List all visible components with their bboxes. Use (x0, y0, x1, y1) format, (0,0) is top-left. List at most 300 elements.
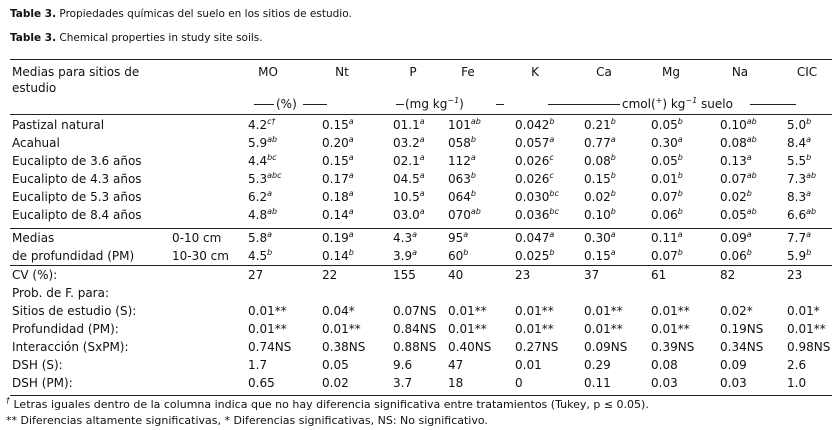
stat-cell: 40 (448, 268, 464, 282)
cell-significance-letter: b (746, 189, 752, 198)
table-cell (322, 154, 354, 168)
cell-value: 070 (448, 208, 471, 222)
stat-cell: 0.01** (651, 304, 690, 318)
table-cell (448, 172, 476, 186)
cell-value: 0.21 (584, 118, 611, 132)
table-cell (448, 118, 481, 132)
cell-value: 5.9 (787, 249, 807, 263)
column-header-nt: Nt (335, 65, 349, 79)
table-cell (720, 231, 752, 245)
cell-significance-letter: b (610, 189, 616, 198)
cell-significance-letter: ab (806, 171, 817, 180)
cell-value: 0.08 (584, 154, 611, 168)
cell-value: 6.6 (787, 208, 807, 222)
cell-significance-letter: b (677, 171, 683, 180)
cell-value: 0.11 (651, 231, 678, 245)
row-label-site: Acahual (12, 136, 60, 150)
table-cell (584, 136, 616, 150)
cell-value: 112 (448, 154, 471, 168)
cell-value: 058 (448, 136, 471, 150)
cell-value: 5.0 (787, 118, 807, 132)
stat-cell: 1.0 (787, 376, 807, 390)
cell-value: 0.15 (322, 154, 349, 168)
stat-cell: 0.01** (515, 304, 554, 318)
cell-value: 0.17 (322, 172, 349, 186)
unit-pct: (%) (276, 97, 297, 111)
table-cell (515, 231, 554, 245)
stat-cell: 0.02 (322, 376, 349, 390)
table-cell (584, 231, 616, 245)
cell-significance-letter: b (610, 153, 616, 162)
stat-cell: 0.03 (720, 376, 747, 390)
cell-value: 8.3 (787, 190, 807, 204)
row-label-stat: Sitios de estudio (S): (12, 304, 137, 318)
cell-value: 0.13 (720, 154, 747, 168)
unit-mgkg-dash-left (396, 104, 404, 105)
cell-significance-letter: a (806, 135, 811, 144)
cell-significance-letter: b (267, 248, 273, 257)
sites-bottom-rule (10, 228, 832, 229)
cell-value: 4.4 (248, 154, 268, 168)
table-cell (248, 136, 277, 150)
table-cell (448, 208, 481, 222)
table-cell (584, 249, 616, 263)
cell-significance-letter: a (412, 248, 417, 257)
table-cell (720, 208, 757, 222)
row-label-stat: Profundidad (PM): (12, 322, 119, 336)
unit-cmol: cmol(+) $kg^{-1}$ suelo (622, 96, 733, 111)
stat-cell: 0.09NS (584, 340, 628, 354)
stat-cell: 23 (515, 268, 531, 282)
table-cell (393, 118, 425, 132)
cell-significance-letter: b (677, 207, 683, 216)
table-cell (584, 118, 616, 132)
cell-value: 0.07 (720, 172, 747, 186)
row-label-stat: Interacción (SxPM): (12, 340, 129, 354)
depth-bottom-rule (10, 265, 832, 266)
cell-value: 6.2 (248, 190, 268, 204)
cell-value: 0.07 (651, 249, 678, 263)
stat-cell: 22 (322, 268, 338, 282)
table-cell (584, 154, 616, 168)
caption-english-text: Chemical properties in study site soils. (56, 32, 263, 44)
cell-significance-letter: b (470, 171, 476, 180)
cell-significance-letter: a (348, 171, 354, 180)
stat-cell: 0.09 (720, 358, 747, 372)
table-cell (515, 190, 559, 204)
cell-value: 0.047 (515, 231, 550, 245)
stat-cell: 0.03 (651, 376, 678, 390)
stat-cell: 0.05 (322, 358, 349, 372)
column-header-mg: Mg (662, 65, 680, 79)
table-cell (248, 118, 276, 132)
cell-value: 5.5 (787, 154, 807, 168)
stat-cell: 0 (515, 376, 523, 390)
cell-significance-letter: a (806, 230, 811, 239)
table-cell (787, 154, 811, 168)
cell-value: 0.30 (651, 136, 678, 150)
table-cell (515, 136, 554, 150)
cell-significance-letter: b (677, 189, 683, 198)
cell-significance-letter: b (806, 153, 812, 162)
stat-cell: 0.01** (584, 322, 623, 336)
stat-cell: 0.40NS (448, 340, 492, 354)
cell-value: 04.5 (393, 172, 420, 186)
table-cell (448, 249, 468, 263)
cell-significance-letter: a (746, 230, 752, 239)
table-cell (248, 231, 272, 245)
cell-significance-letter: a (348, 117, 354, 126)
cell-significance-letter: a (419, 207, 425, 216)
table-cell (515, 154, 554, 168)
cell-value: 0.14 (322, 249, 349, 263)
table-cell (515, 118, 554, 132)
cell-value: 0.15 (322, 118, 349, 132)
cell-significance-letter: a (419, 153, 425, 162)
cell-significance-letter: a (610, 230, 616, 239)
table-cell (651, 231, 683, 245)
cell-value: 03.0 (393, 208, 420, 222)
cell-significance-letter: b (677, 153, 683, 162)
cell-significance-letter: a (348, 189, 354, 198)
footnote-dagger (6, 398, 649, 411)
cell-value: 0.19 (322, 231, 349, 245)
stat-cell: 0.01** (584, 304, 623, 318)
cell-value: 0.77 (584, 136, 611, 150)
cell-significance-letter: a (419, 171, 425, 180)
cell-significance-letter: b (806, 117, 812, 126)
cell-significance-letter: ab (267, 135, 278, 144)
stat-cell: 0.01 (515, 358, 542, 372)
table-cell (787, 249, 811, 263)
table-cell (322, 190, 354, 204)
table-cell (248, 208, 277, 222)
table-cell (248, 190, 272, 204)
caption-spanish (10, 8, 352, 20)
cell-significance-letter: ab (470, 207, 481, 216)
cell-value: 0.036 (515, 208, 550, 222)
caption-english (10, 32, 263, 44)
cell-significance-letter: b (470, 135, 476, 144)
row-label-stat: CV (%): (12, 268, 58, 282)
table-cell (584, 208, 616, 222)
cell-value: 3.9 (393, 249, 413, 263)
cell-value: 0.20 (322, 136, 349, 150)
cell-value: 0.02 (720, 190, 747, 204)
cell-value: 0.09 (720, 231, 747, 245)
cell-significance-letter: a (463, 230, 469, 239)
stat-cell: 0.01** (515, 322, 554, 336)
table-cell (651, 249, 683, 263)
table-cell (515, 249, 554, 263)
unit-cmol-dash-right (750, 104, 796, 105)
cell-significance-letter: abc (267, 171, 282, 180)
cell-value: 0.14 (322, 208, 349, 222)
stat-cell: 0.84NS (393, 322, 437, 336)
stat-cell: 0.01** (787, 322, 826, 336)
table-cell (448, 231, 468, 245)
row-label-site: Eucalipto de 5.3 años (12, 190, 142, 204)
cell-value: 0.026 (515, 154, 550, 168)
column-header-na: Na (731, 65, 749, 79)
table-cell (393, 190, 425, 204)
cell-significance-letter: a (348, 207, 354, 216)
stat-cell: 18 (448, 376, 464, 390)
table-cell (651, 118, 683, 132)
cell-significance-letter: ab (806, 207, 817, 216)
cell-value: 0.05 (651, 118, 678, 132)
row-label-depth: de profundidad (PM) (12, 249, 135, 263)
cell-significance-letter: c (549, 153, 554, 162)
cell-significance-letter: b (610, 171, 616, 180)
table-cell (720, 190, 752, 204)
cell-value: 0.030 (515, 190, 550, 204)
cell-significance-letter: a (549, 230, 555, 239)
cell-significance-letter: b (463, 248, 469, 257)
table-cell (651, 136, 683, 150)
row-label-stat: DSH (S): (12, 358, 63, 372)
stat-cell: 2.6 (787, 358, 807, 372)
cell-significance-letter: ab (470, 117, 481, 126)
cell-significance-letter: b (610, 117, 616, 126)
stat-cell: 0.38NS (322, 340, 366, 354)
table-cell (322, 208, 354, 222)
cell-significance-letter: a (348, 230, 354, 239)
cell-significance-letter: a (549, 135, 555, 144)
cell-significance-letter: a (746, 153, 752, 162)
stat-cell: 155 (393, 268, 416, 282)
unit-pct-dash-right (303, 104, 327, 105)
table-cell (720, 249, 752, 263)
table-cell (322, 249, 354, 263)
stat-cell: 0.01** (322, 322, 361, 336)
table-cell (720, 172, 757, 186)
stat-cell: 82 (720, 268, 736, 282)
table-cell (787, 208, 816, 222)
table-cell (651, 172, 683, 186)
cell-significance-letter: ab (746, 117, 757, 126)
stat-cell: 0.01** (448, 322, 487, 336)
cell-significance-letter: b (677, 248, 683, 257)
unit-cmol-dash-left (548, 104, 620, 105)
cell-value: 4.2 (248, 118, 268, 132)
stat-cell: 9.6 (393, 358, 413, 372)
stat-cell: 0.39NS (651, 340, 695, 354)
stat-cell: 0.08 (651, 358, 678, 372)
cell-value: 4.3 (393, 231, 413, 245)
stat-cell: 0.07NS (393, 304, 437, 318)
unit-pct-dash-left (254, 104, 274, 105)
table-cell (787, 118, 811, 132)
footnote-significance: ** Diferencias altamente significativas, * Diferencias significativas, NS: No significativo. (6, 414, 488, 427)
row-label-site: Eucalipto de 8.4 años (12, 208, 142, 222)
stat-cell: 0.01* (787, 304, 820, 318)
stat-cell: 1.7 (248, 358, 268, 372)
cell-value: 0.02 (584, 190, 611, 204)
stat-cell: 3.7 (393, 376, 413, 390)
table-cell (720, 136, 757, 150)
table-cell (393, 154, 425, 168)
cell-value: 0.15 (584, 172, 611, 186)
table-cell (584, 172, 616, 186)
stat-cell: 37 (584, 268, 600, 282)
stat-cell: 0.19NS (720, 322, 764, 336)
stat-cell: 47 (448, 358, 464, 372)
table-cell (322, 118, 354, 132)
cell-value: 0.06 (720, 249, 747, 263)
cell-value: 8.4 (787, 136, 807, 150)
row-header-label-2: estudio (12, 81, 57, 95)
column-header-k: K (531, 65, 539, 79)
table-top-rule (10, 59, 832, 60)
cell-value: 03.2 (393, 136, 420, 150)
caption-english-label: Table 3. (10, 32, 57, 44)
stat-cell: 0.29 (584, 358, 611, 372)
row-label-depth: Medias (12, 231, 55, 245)
table-cell (515, 172, 554, 186)
cell-significance-letter: a (348, 135, 354, 144)
table-cell (248, 154, 277, 168)
stat-cell: 27 (248, 268, 264, 282)
table-cell (322, 136, 354, 150)
stat-cell: 0.04* (322, 304, 355, 318)
cell-value: 063 (448, 172, 471, 186)
stat-cell: 0.65 (248, 376, 275, 390)
cell-significance-letter: a (267, 230, 272, 239)
cell-significance-letter: a (806, 189, 811, 198)
cell-significance-letter: a (470, 153, 476, 162)
table-cell (393, 136, 425, 150)
cell-significance-letter: a (610, 248, 616, 257)
table-cell (448, 190, 476, 204)
table-cell (322, 231, 354, 245)
cell-value: 101 (448, 118, 471, 132)
cell-significance-letter: b (610, 207, 616, 216)
stat-cell: 61 (651, 268, 667, 282)
column-header-mo: MO (258, 65, 278, 79)
table-cell (651, 190, 683, 204)
stat-cell: 0.01** (248, 322, 287, 336)
stat-cell: 0.88NS (393, 340, 437, 354)
row-label-stat: DSH (PM): (12, 376, 73, 390)
column-header-p: P (409, 65, 417, 79)
table-cell (448, 154, 476, 168)
table-cell (787, 231, 811, 245)
cell-value: 0.01 (651, 172, 678, 186)
stat-cell: 0.34NS (720, 340, 764, 354)
cell-value: 0.025 (515, 249, 550, 263)
table-cell (393, 231, 417, 245)
cell-significance-letter: a (419, 135, 425, 144)
cell-significance-letter: a (412, 230, 417, 239)
cell-significance-letter: b (470, 189, 476, 198)
cell-significance-letter: a (267, 189, 272, 198)
table-cell (248, 249, 272, 263)
cell-significance-letter: b (677, 117, 683, 126)
cell-value: 0.06 (651, 208, 678, 222)
table-cell (720, 118, 757, 132)
cell-value: 0.18 (322, 190, 349, 204)
cell-value: 0.026 (515, 172, 550, 186)
table-cell (393, 208, 425, 222)
cell-significance-letter: b (746, 248, 752, 257)
stat-cell: 0.01** (248, 304, 287, 318)
cell-value: 95 (448, 231, 464, 245)
unit-mgkg: (mg $kg^{-1}$) (405, 96, 464, 111)
stat-cell: 0.98NS (787, 340, 831, 354)
cell-significance-letter: a (419, 117, 425, 126)
column-header-fe: Fe (461, 65, 475, 79)
table-cell (322, 172, 354, 186)
cell-significance-letter: b (549, 248, 555, 257)
cell-significance-letter: a (677, 135, 683, 144)
stat-cell: 0.11 (584, 376, 611, 390)
table-cell (787, 136, 811, 150)
cell-significance-letter: b (806, 248, 812, 257)
stat-cell: 0.02* (720, 304, 753, 318)
table-cell (393, 249, 417, 263)
cell-value: 0.10 (584, 208, 611, 222)
table-cell (448, 136, 476, 150)
cell-significance-letter: a (610, 135, 616, 144)
cell-value: 0.07 (651, 190, 678, 204)
stat-cell: 0.74NS (248, 340, 292, 354)
cell-value: 02.1 (393, 154, 420, 168)
table-cell (720, 154, 752, 168)
cell-significance-letter: ab (746, 135, 757, 144)
table-cell (787, 190, 811, 204)
depth-range: 0-10 cm (172, 231, 222, 245)
table-cell (393, 172, 425, 186)
cell-significance-letter: a (677, 230, 683, 239)
row-header-label: Medias para sitios de (12, 65, 140, 79)
cell-value: 064 (448, 190, 471, 204)
cell-value: 5.8 (248, 231, 268, 245)
cell-value: 10.5 (393, 190, 420, 204)
cell-significance-letter: b (549, 117, 555, 126)
footnote-dagger-text: Letras iguales dentro de la columna indica que no hay diferencia significativa entre tratamientos (Tukey, p ≤ 0.05). (10, 398, 649, 411)
row-label-site: Eucalipto de 3.6 años (12, 154, 142, 168)
cell-significance-letter: c (549, 171, 554, 180)
column-header-cic: CIC (796, 65, 818, 79)
cell-value: 0.057 (515, 136, 550, 150)
table-bottom-rule (10, 395, 832, 396)
cell-significance-letter: a (348, 153, 354, 162)
table-cell (651, 208, 683, 222)
cell-significance-letter: b (348, 248, 354, 257)
row-label-site: Pastizal natural (12, 118, 105, 132)
cell-value: 0.30 (584, 231, 611, 245)
caption-spanish-text: Propiedades químicas del suelo en los sitios de estudio. (56, 8, 352, 20)
cell-value: 0.08 (720, 136, 747, 150)
cell-value: 0.15 (584, 249, 611, 263)
row-label-stat: Prob. de F. para: (12, 286, 110, 300)
dagger-mark: † (6, 396, 10, 405)
cell-value: 5.3 (248, 172, 268, 186)
cell-significance-letter: a (419, 189, 425, 198)
row-label-site: Eucalipto de 4.3 años (12, 172, 142, 186)
cell-value: 0.05 (651, 154, 678, 168)
depth-range: 10-30 cm (172, 249, 229, 263)
cell-significance-letter: ab (267, 207, 278, 216)
cell-value: 0.042 (515, 118, 550, 132)
cell-value: 5.9 (248, 136, 268, 150)
cell-value: 7.7 (787, 231, 807, 245)
cell-value: 0.10 (720, 118, 747, 132)
table-cell (515, 208, 559, 222)
cell-significance-letter: bc (549, 207, 559, 216)
cell-significance-letter: ab (746, 207, 757, 216)
